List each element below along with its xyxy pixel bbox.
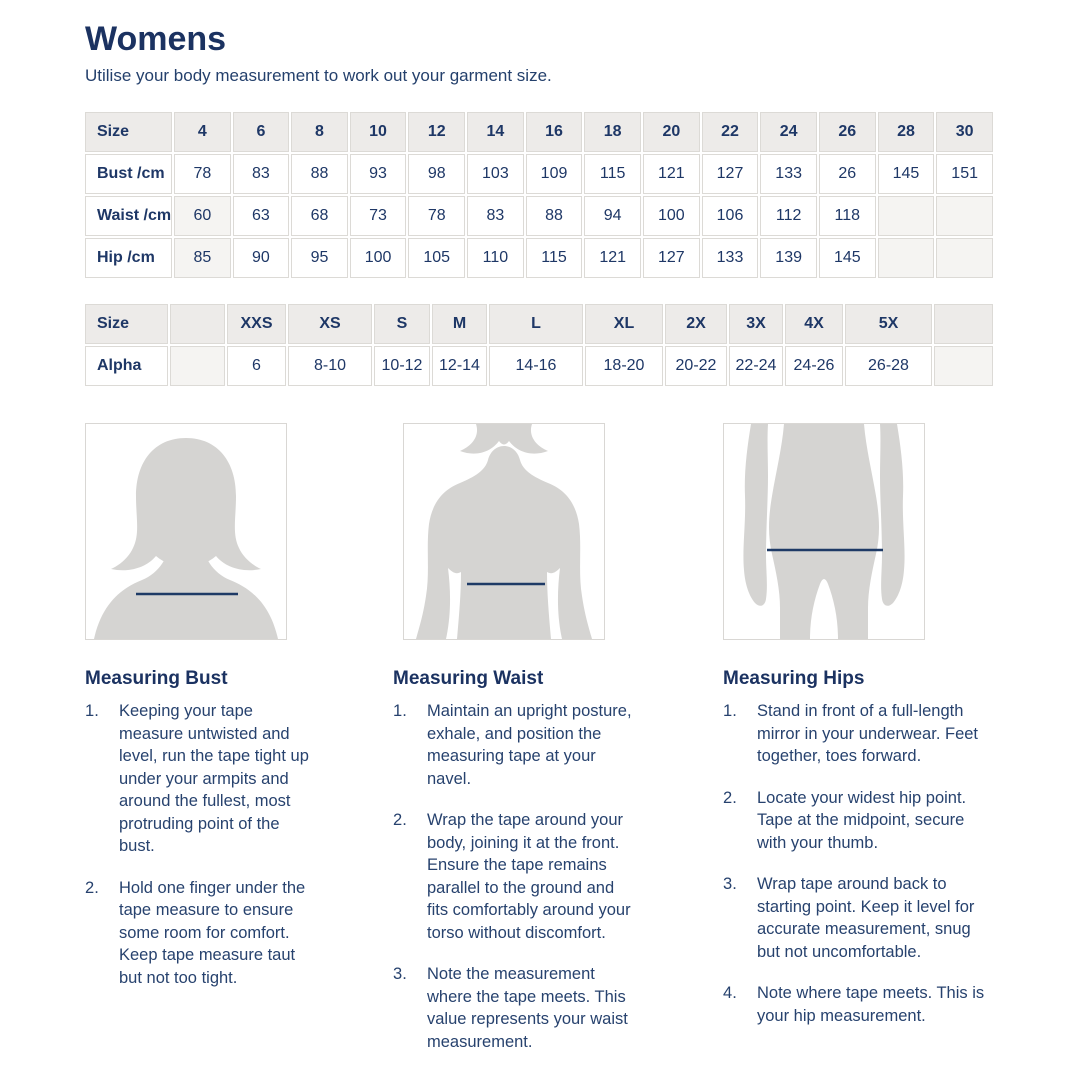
instruction-step: Locate your widest hip point. Tape at the midpoint, secure with your thumb. xyxy=(757,788,967,852)
size-column-header: 5X xyxy=(845,304,932,344)
size-value-cell: 133 xyxy=(702,238,759,278)
size-value-cell: 103 xyxy=(467,154,524,194)
size-value-cell: 83 xyxy=(233,154,290,194)
size-value-cell: 100 xyxy=(643,196,700,236)
alpha-size-table xyxy=(83,302,995,388)
size-column-header: 14 xyxy=(467,112,524,152)
size-value-cell: 112 xyxy=(760,196,817,236)
size-column-header: XL xyxy=(585,304,663,344)
size-value-cell xyxy=(934,346,993,386)
size-value-cell: 109 xyxy=(526,154,583,194)
size-value-cell: 6 xyxy=(227,346,286,386)
size-value-cell: 100 xyxy=(350,238,407,278)
size-column-header: 2X xyxy=(665,304,727,344)
size-column-header: S xyxy=(374,304,430,344)
size-column-header: XXS xyxy=(227,304,286,344)
instruction-list xyxy=(723,700,985,1027)
size-value-cell: 139 xyxy=(760,238,817,278)
bust-figure-box xyxy=(85,423,287,640)
size-value-cell xyxy=(170,346,225,386)
size-column-header: 24 xyxy=(760,112,817,152)
section-heading: Measuring Bust xyxy=(85,668,228,689)
size-value-cell: 73 xyxy=(350,196,407,236)
size-value-cell xyxy=(878,196,935,236)
size-value-cell: 121 xyxy=(584,238,641,278)
size-value-cell: 94 xyxy=(584,196,641,236)
size-value-cell: 115 xyxy=(584,154,641,194)
size-value-cell: 26-28 xyxy=(845,346,932,386)
instruction-step: Hold one finger under the tape measure to ensure some room for comfort. Keep tape measure taut but not too tight. xyxy=(119,878,306,987)
instruction-step: Stand in front of a full-length mirror in your underwear. Feet together, toes forward. xyxy=(757,702,979,765)
size-column-header: 6 xyxy=(233,112,290,152)
measurement-row-label: Waist /cm xyxy=(85,196,172,236)
size-value-cell: 105 xyxy=(408,238,465,278)
size-column-header: 30 xyxy=(936,112,993,152)
instruction-list xyxy=(393,700,633,1053)
size-value-cell: 26 xyxy=(819,154,876,194)
hips-silhouette-image xyxy=(724,424,924,639)
size-value-cell: 78 xyxy=(408,196,465,236)
section-heading: Measuring Hips xyxy=(723,668,865,689)
size-column-header: 8 xyxy=(291,112,348,152)
size-value-cell xyxy=(936,196,993,236)
size-value-cell: 22-24 xyxy=(729,346,783,386)
size-value-cell: 24-26 xyxy=(785,346,843,386)
size-value-cell: 83 xyxy=(467,196,524,236)
size-value-cell: 121 xyxy=(643,154,700,194)
instruction-step: Wrap tape around back to starting point. Keep it level for accurate measurement, snug but not uncomfortable. xyxy=(757,875,975,961)
measurement-row-label: Hip /cm xyxy=(85,238,172,278)
size-value-cell: 68 xyxy=(291,196,348,236)
instruction-step: Note where tape meets. This is your hip measurement. xyxy=(757,984,985,1025)
size-column-header: 3X xyxy=(729,304,783,344)
page-title: Womens xyxy=(85,20,227,58)
size-value-cell: 93 xyxy=(350,154,407,194)
size-column-header: 22 xyxy=(702,112,759,152)
measuring-section-waist xyxy=(393,667,633,1072)
size-value-cell xyxy=(936,238,993,278)
instruction-step: Wrap the tape around your body, joining it at the front. Ensure the tape remains parallel to the ground and fits comfortably around your torso without discomfort. xyxy=(427,811,631,942)
size-value-cell: 85 xyxy=(174,238,231,278)
measurement-row-label: Bust /cm xyxy=(85,154,172,194)
size-column-header: 4X xyxy=(785,304,843,344)
size-value-cell: 127 xyxy=(643,238,700,278)
hips-figure-box xyxy=(723,423,925,640)
instruction-list xyxy=(85,700,317,989)
size-column-header: 12 xyxy=(408,112,465,152)
size-column-header: 28 xyxy=(878,112,935,152)
size-value-cell: 145 xyxy=(878,154,935,194)
size-column-header: 26 xyxy=(819,112,876,152)
size-column-header xyxy=(170,304,225,344)
size-column-header: 18 xyxy=(584,112,641,152)
section-heading: Measuring Waist xyxy=(393,668,544,689)
instruction-step: Keeping your tape measure untwisted and level, run the tape tight up under your armpits and around the fullest, most protruding point of the bust. xyxy=(119,702,309,855)
waist-silhouette-image xyxy=(404,424,604,639)
size-value-cell: 151 xyxy=(936,154,993,194)
size-column-header: 20 xyxy=(643,112,700,152)
size-value-cell: 63 xyxy=(233,196,290,236)
size-column-header: 4 xyxy=(174,112,231,152)
size-value-cell: 10-12 xyxy=(374,346,430,386)
size-value-cell: 20-22 xyxy=(665,346,727,386)
size-value-cell: 88 xyxy=(291,154,348,194)
size-value-cell: 8-10 xyxy=(288,346,372,386)
size-column-header: 16 xyxy=(526,112,583,152)
measuring-instructions xyxy=(85,667,995,1072)
size-column-header: L xyxy=(489,304,583,344)
measurement-row-label: Alpha xyxy=(85,346,168,386)
size-value-cell: 14-16 xyxy=(489,346,583,386)
size-value-cell: 88 xyxy=(526,196,583,236)
page-subtitle: Utilise your body measurement to work out your garment size. xyxy=(85,66,552,85)
size-value-cell: 110 xyxy=(467,238,524,278)
size-column-header: M xyxy=(432,304,487,344)
size-value-cell: 106 xyxy=(702,196,759,236)
table-corner-header: Size xyxy=(85,112,172,152)
size-value-cell: 78 xyxy=(174,154,231,194)
waist-figure-box xyxy=(403,423,605,640)
measuring-section-bust xyxy=(85,667,317,1008)
instruction-step: Maintain an upright posture, exhale, and position the measuring tape at your navel. xyxy=(427,702,632,788)
table-corner-header: Size xyxy=(85,304,168,344)
size-value-cell: 133 xyxy=(760,154,817,194)
numeric-size-table xyxy=(83,110,995,280)
measurement-figures xyxy=(85,423,995,640)
size-value-cell: 90 xyxy=(233,238,290,278)
size-value-cell: 18-20 xyxy=(585,346,663,386)
size-value-cell: 118 xyxy=(819,196,876,236)
bust-silhouette-image xyxy=(86,424,286,639)
instruction-step: Note the measurement where the tape meets. This value represents your waist measurement. xyxy=(427,965,628,1051)
size-column-header xyxy=(934,304,993,344)
size-value-cell: 95 xyxy=(291,238,348,278)
size-value-cell: 98 xyxy=(408,154,465,194)
size-value-cell: 127 xyxy=(702,154,759,194)
size-column-header: 10 xyxy=(350,112,407,152)
size-value-cell xyxy=(878,238,935,278)
size-value-cell: 115 xyxy=(526,238,583,278)
size-value-cell: 12-14 xyxy=(432,346,487,386)
size-value-cell: 60 xyxy=(174,196,231,236)
measuring-section-hips xyxy=(723,667,985,1046)
size-column-header: XS xyxy=(288,304,372,344)
size-value-cell: 145 xyxy=(819,238,876,278)
